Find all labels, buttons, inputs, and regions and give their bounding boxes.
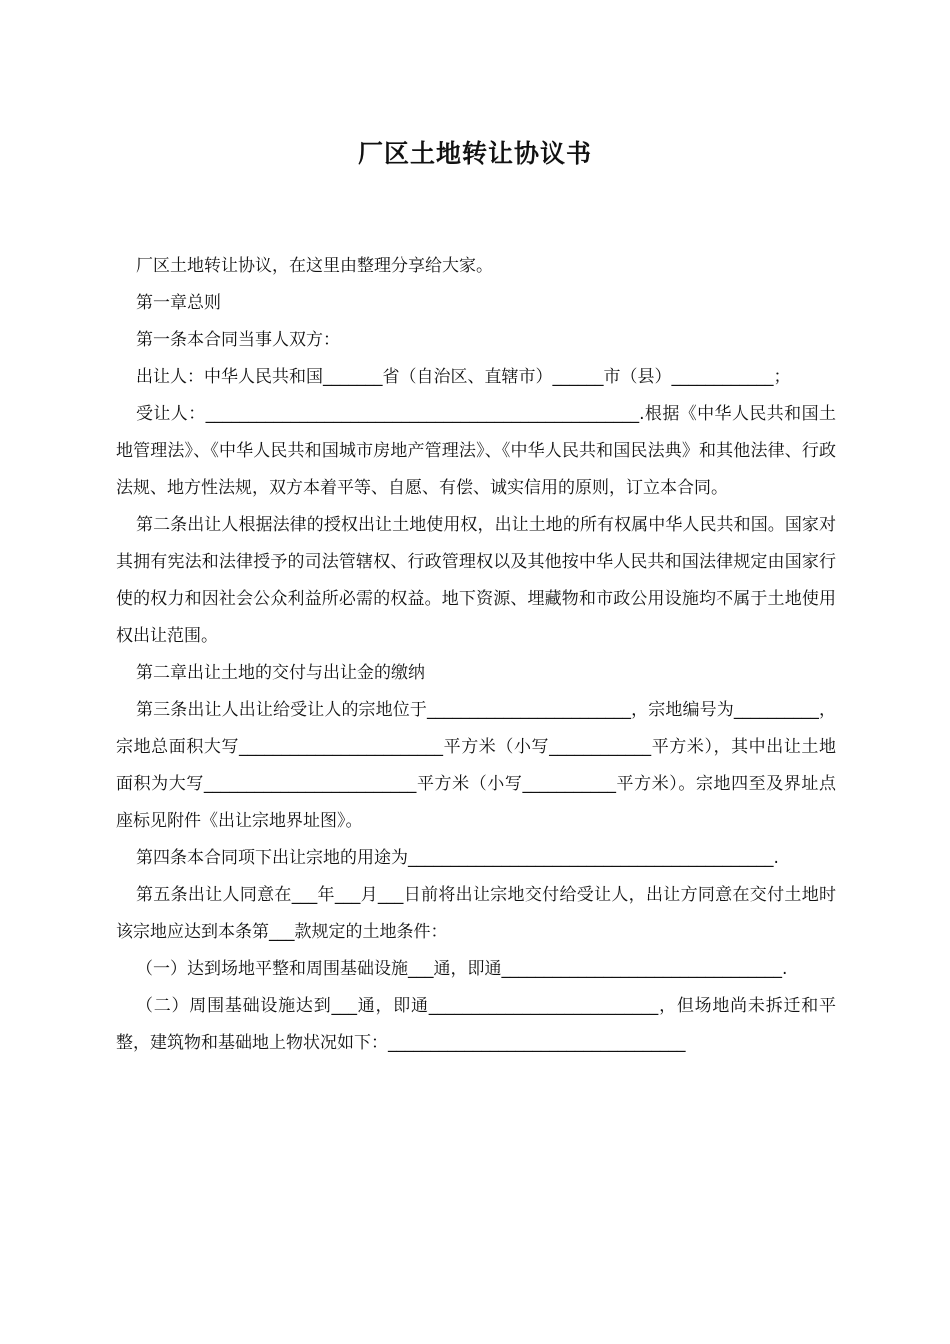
grantee-paragraph: 受让人：___________________________________________________.根据《中华人民共和国土地管理法》、《中华人民共和国城市房地产管理法》、《中华人民共和国民法典》和其他法律、行政法规、地方性法规，双方本着平等、自愿、有偿、诚实信用的原则，订立本合同。: [116, 404, 836, 498]
article-1-heading: 第一条本合同当事人双方：: [136, 330, 340, 350]
article-3-paragraph: 第三条出让人出让给受让人的宗地位于________________________，宗地编号为__________，宗地总面积大写________________________平方米（小写____________平方米），其中出让土地面积为大写_________________________平方米（小写___________平方米）。宗地四至及界址点座标见附件《出让宗地界址图》。: [116, 700, 836, 831]
article-2-paragraph: 第二条出让人根据法律的授权出让土地使用权，出让土地的所有权属中华人民共和国。国家对其拥有宪法和法律授予的司法管辖权、行政管理权以及其他按中华人民共和国法律规定由国家行使的权力和因社会公众利益所必需的权益。地下资源、埋藏物和市政公用设施均不属于土地使用权出让范围。: [116, 515, 836, 646]
article-5-paragraph: 第五条出让人同意在___年___月___日前将出让宗地交付给受让人，出让方同意在交付土地时该宗地应达到本条第___款规定的土地条件：: [116, 885, 836, 942]
chapter-1-heading: 第一章总则: [136, 293, 221, 313]
document-body: [116, 248, 836, 1062]
article-4-paragraph: 第四条本合同项下出让宗地的用途为___________________________________________.: [136, 848, 779, 868]
intro-paragraph: 厂区土地转让协议，在这里由整理分享给大家。: [136, 256, 493, 276]
grantor-line: 出让人：中华人民共和国_______省（自治区、直辖市）______市（县）____________；: [136, 367, 791, 387]
clause-1-paragraph: （一）达到场地平整和周围基础设施___通，即通_________________________________.: [136, 959, 788, 979]
document-title: 厂区土地转让协议书: [357, 139, 592, 168]
clause-2-paragraph: （二）周围基础设施达到___通，即通___________________________，但场地尚未拆迁和平整，建筑物和基础地上物状况如下：___________________________________: [116, 996, 836, 1053]
chapter-2-heading: 第二章出让土地的交付与出让金的缴纳: [136, 663, 425, 683]
